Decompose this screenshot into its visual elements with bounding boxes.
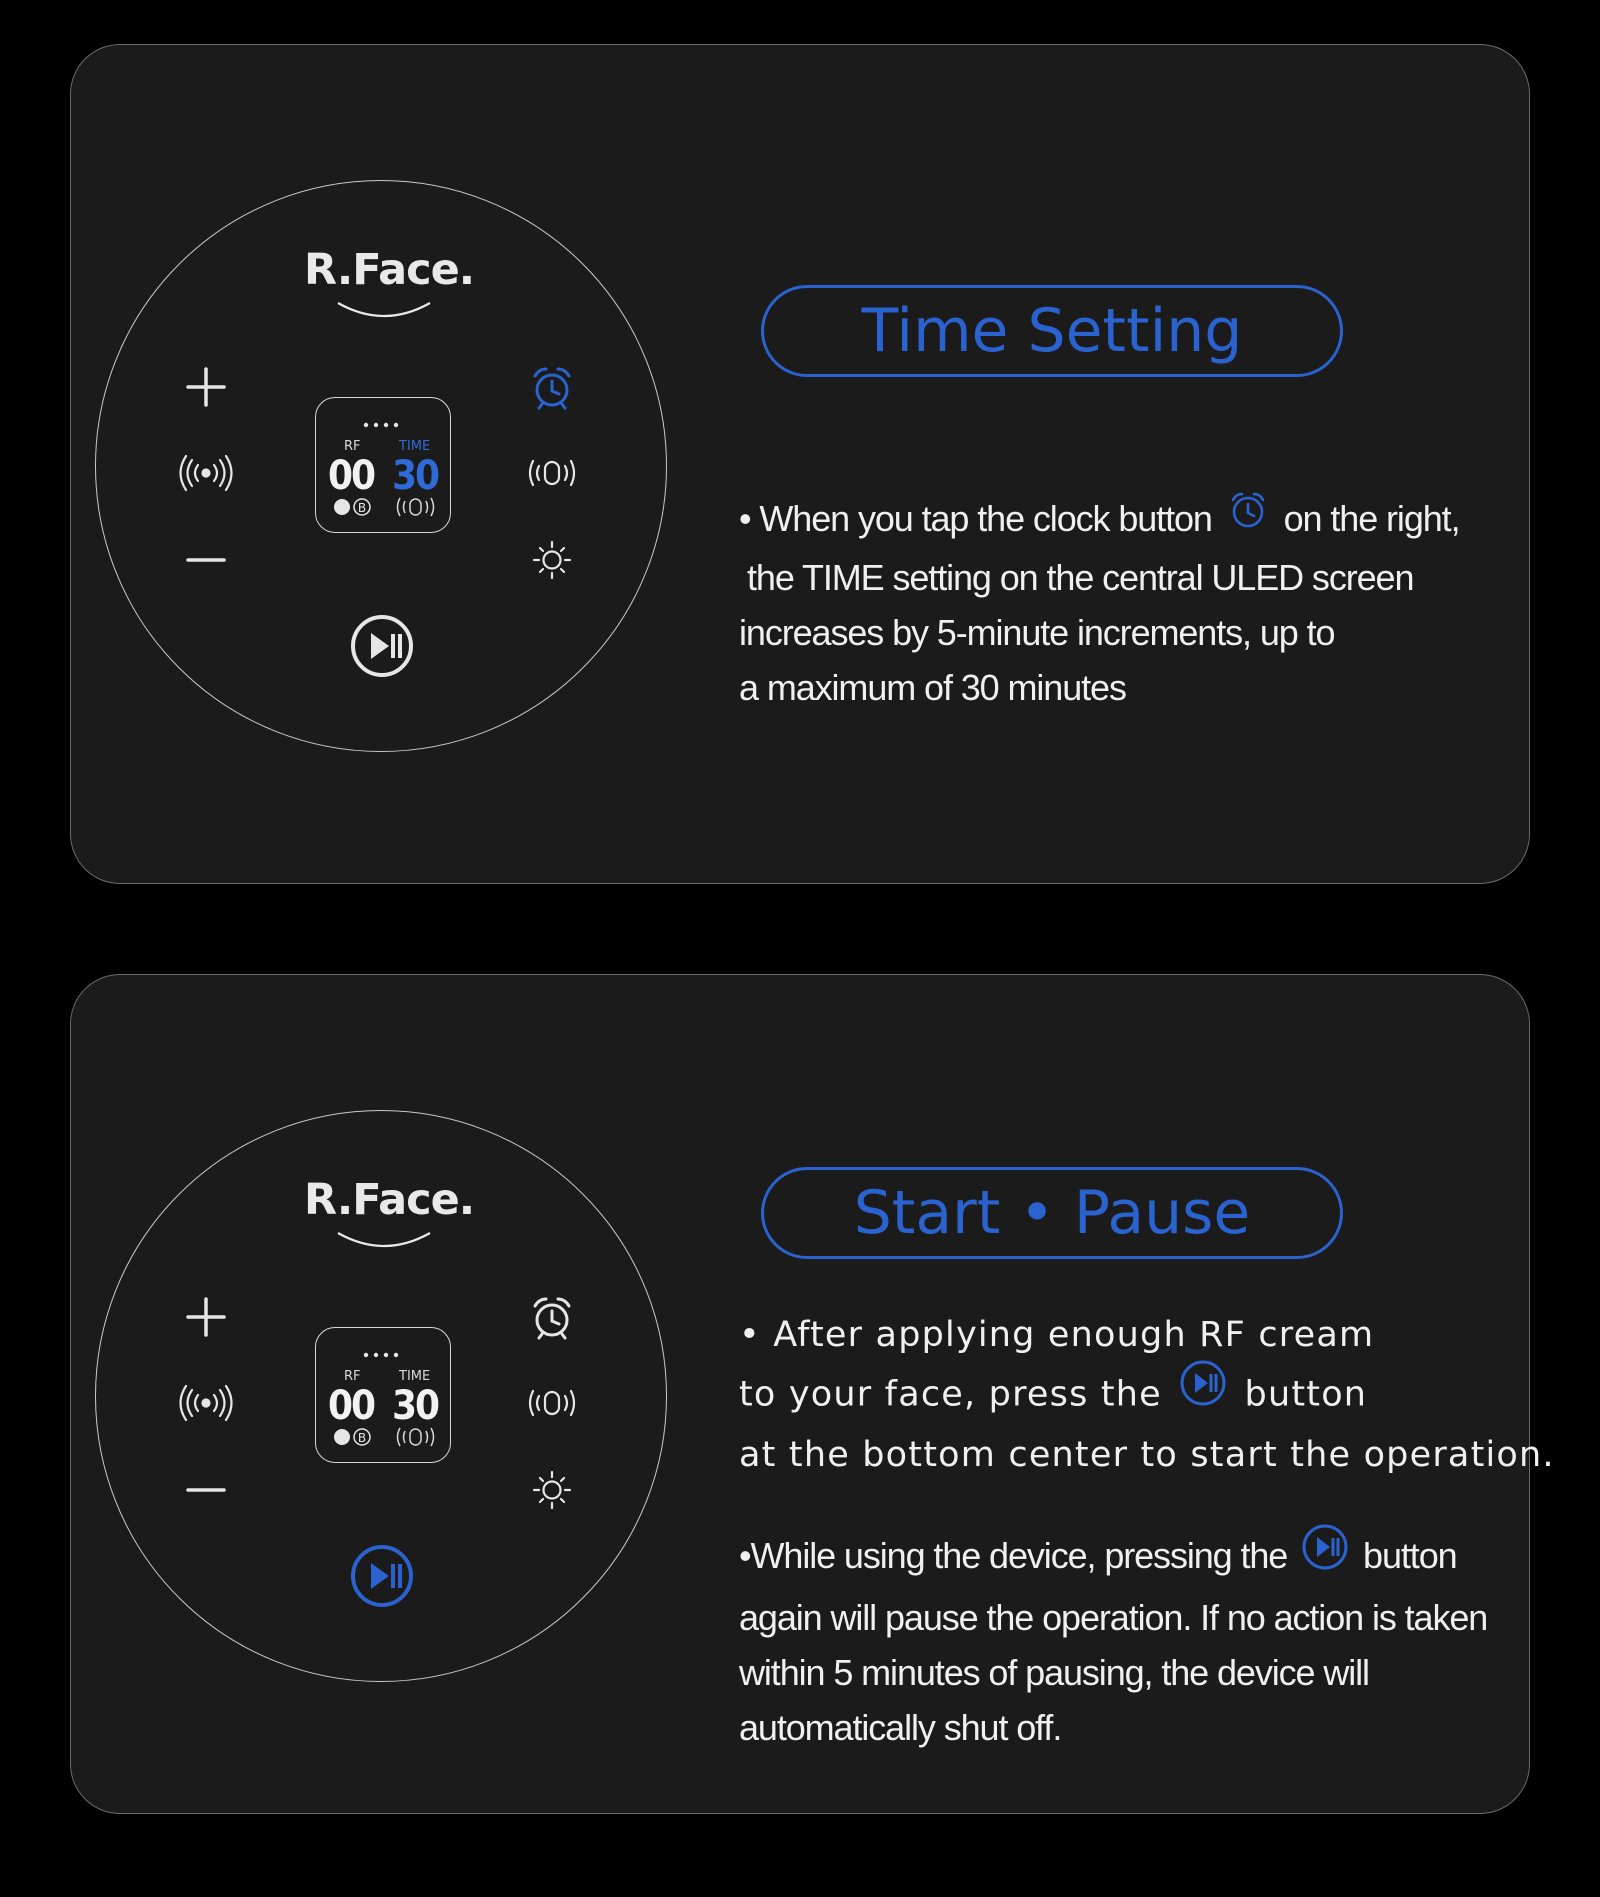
brightness-icon[interactable]	[522, 1460, 582, 1520]
alarm-clock-icon	[1221, 489, 1275, 546]
device-control-dial	[95, 180, 667, 752]
minus-button[interactable]	[176, 1460, 236, 1520]
time-setting-title: Time Setting	[761, 285, 1343, 377]
vibration-icon[interactable]	[522, 443, 582, 503]
time-value: 30	[392, 1383, 439, 1429]
rf-value: 00	[328, 1383, 375, 1429]
rf-signal-icon[interactable]	[176, 1373, 236, 1433]
rface-logo: R.Face.	[304, 245, 464, 335]
start-pause-description-1: • After applying enough RF cream to your face, press the button at the bottom center to start the operation.	[739, 1315, 1555, 1475]
time-setting-description: • When you tap the clock button on the right, the TIME setting on the central ULED screen increases by 5-minute increments, up to a maximum of 30 minutes	[739, 491, 1459, 715]
start-pause-title: Start • Pause	[761, 1167, 1343, 1259]
plus-button[interactable]	[176, 1287, 236, 1347]
plus-button[interactable]	[176, 357, 236, 417]
time-setting-panel	[70, 44, 1530, 884]
svg-text:B: B	[357, 501, 367, 515]
alarm-clock-icon[interactable]	[522, 357, 582, 417]
play-pause-icon[interactable]	[349, 613, 415, 679]
rf-label: RF	[344, 439, 361, 454]
rface-logo: R.Face.	[304, 1175, 464, 1265]
minus-button[interactable]	[176, 530, 236, 590]
rf-label: RF	[344, 1369, 361, 1384]
device-control-dial	[95, 1110, 667, 1682]
play-pause-icon	[1174, 1359, 1232, 1424]
brightness-icon[interactable]	[522, 530, 582, 590]
play-pause-icon	[1296, 1523, 1354, 1586]
start-pause-description-2: •While using the device, pressing the button again will pause the operation. If no action is taken within 5 minutes of pausing, the device will automatically shut off.	[739, 1527, 1487, 1755]
uled-screen	[315, 397, 451, 533]
play-pause-icon[interactable]	[349, 1543, 415, 1609]
uled-screen	[315, 1327, 451, 1463]
start-pause-panel	[70, 974, 1555, 1814]
time-value: 30	[392, 453, 439, 499]
rf-signal-icon[interactable]	[176, 443, 236, 503]
vibration-icon[interactable]	[522, 1373, 582, 1433]
rf-value: 00	[328, 453, 375, 499]
svg-text:B: B	[357, 1431, 367, 1445]
time-label: TIME	[399, 1369, 431, 1384]
alarm-clock-icon[interactable]	[522, 1287, 582, 1347]
time-label: TIME	[399, 439, 431, 454]
